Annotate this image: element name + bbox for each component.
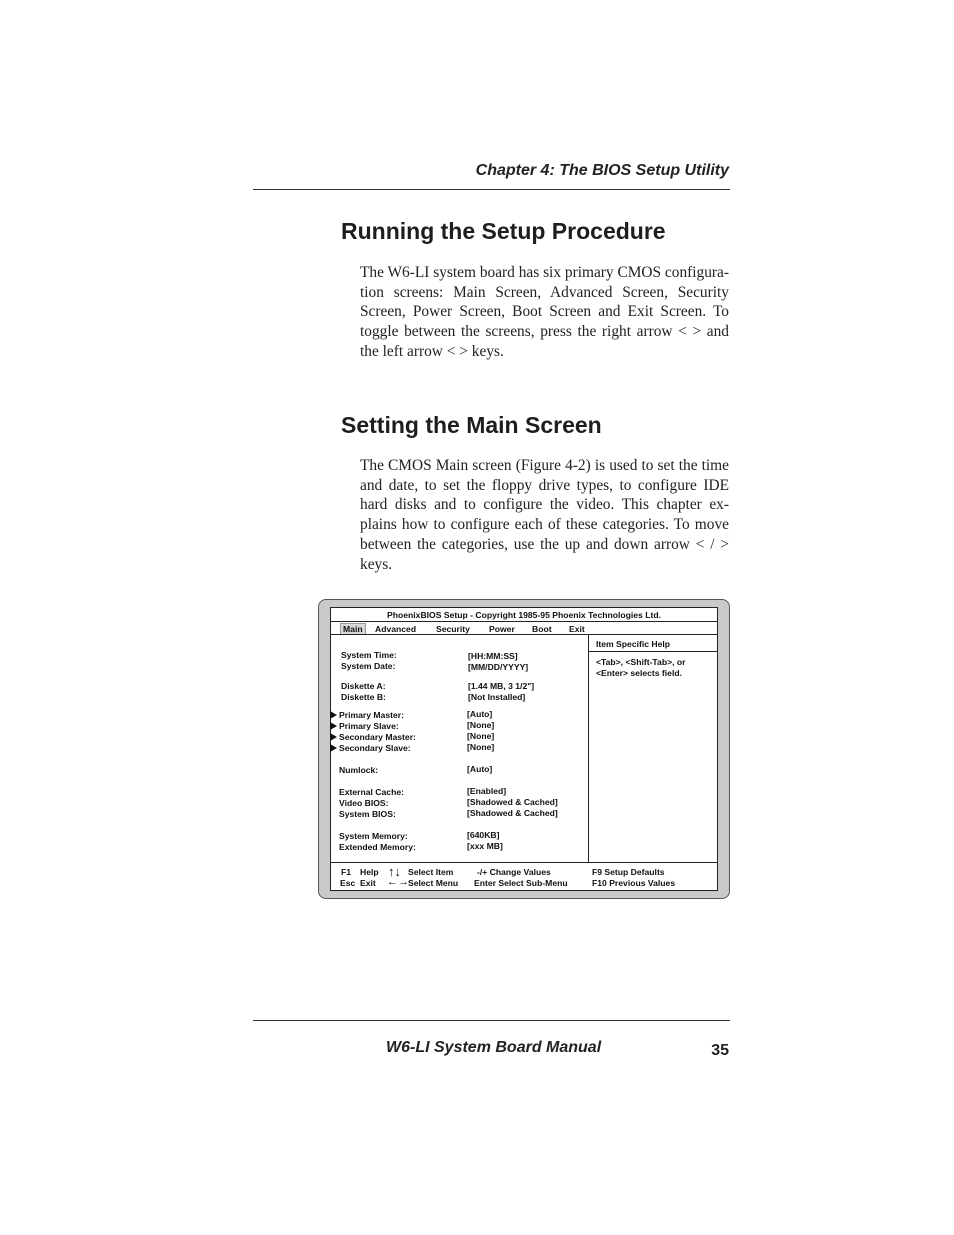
field-value[interactable]: [Shadowed & Cached] <box>467 797 558 807</box>
bios-title: PhoenixBIOS Setup - Copyright 1985-95 Phoenix Technologies Ltd. <box>387 610 661 620</box>
field-value: [640KB] <box>467 830 500 840</box>
key-f1: F1 <box>341 867 352 877</box>
field-label[interactable]: Primary Slave: <box>339 721 399 731</box>
bios-menu-advanced[interactable]: Advanced <box>375 624 417 634</box>
submenu-arrow-icon <box>330 711 337 719</box>
field-label: Video BIOS: <box>339 798 389 808</box>
key-select-item: Select Item <box>408 867 454 877</box>
bios-menu-exit[interactable]: Exit <box>569 624 585 634</box>
bios-menu-main[interactable]: Main <box>343 624 363 634</box>
submenu-arrow-icon <box>330 744 337 752</box>
left-right-arrow-icon: ←→ <box>387 876 409 888</box>
chapter-header: Chapter 4: The BIOS Setup Utility <box>475 162 729 179</box>
section-body-main-screen: The CMOS Main screen (Figure 4-2) is used to set the time and date, to set the floppy drive types, to configure IDE hard disks and to configure the video. This chapter ex-plains how to configure each of these categories. To move between the categories, use the up and down arrow < / > keys. <box>360 457 729 573</box>
section-heading-running-setup: Running the Setup Procedure <box>341 218 666 244</box>
field-label: Diskette A: <box>341 681 386 691</box>
field-value[interactable]: [Not Installed] <box>468 692 526 702</box>
field-value[interactable]: [Enabled] <box>467 786 507 796</box>
header-rule <box>253 189 730 190</box>
field-label: External Cache: <box>339 787 404 797</box>
field-value: [xxx MB] <box>467 841 503 851</box>
field-label: System Memory: <box>339 831 408 841</box>
bios-menu-boot[interactable]: Boot <box>532 624 552 634</box>
key-change-values: -/+ Change Values <box>477 867 551 877</box>
key-f10: F10 Previous Values <box>592 878 676 888</box>
field-label: Extended Memory: <box>339 842 416 852</box>
field-label: System Date: <box>341 661 396 671</box>
submenu-arrow-icon <box>330 722 337 730</box>
bios-menu-power[interactable]: Power <box>489 624 515 634</box>
key-f9: F9 Setup Defaults <box>592 867 665 877</box>
field-value[interactable]: [MM/DD/YYYY] <box>468 662 529 672</box>
key-exit: Exit <box>360 878 376 888</box>
field-value[interactable]: [None] <box>467 720 495 730</box>
key-help: Help <box>360 867 379 877</box>
key-enter-sub-menu: Enter Select Sub-Menu <box>474 878 568 888</box>
bios-screen <box>330 607 718 891</box>
page-number: 35 <box>711 1042 729 1059</box>
help-text: <Tab>, <Shift-Tab>, or <Enter> selects field. <box>596 657 686 678</box>
field-label[interactable]: Primary Master: <box>339 710 404 720</box>
field-value[interactable]: [None] <box>467 742 495 752</box>
field-label: System BIOS: <box>339 809 396 819</box>
field-value[interactable]: [Auto] <box>467 709 493 719</box>
bios-menu-security[interactable]: Security <box>436 624 470 634</box>
up-down-arrow-icon: ↑↓ <box>388 864 401 879</box>
field-value[interactable]: [Shadowed & Cached] <box>467 808 558 818</box>
field-label[interactable]: Secondary Slave: <box>339 743 411 753</box>
help-title: Item Specific Help <box>596 639 671 649</box>
section-body-running-setup: The W6-LI system board has six primary CMOS configura-tion screens: Main Screen, Advanced Screen, Security Screen, Power Screen, Boot Screen and Exit Screen. To toggle between the screens, press the right arrow < > and the left arrow < > keys. <box>360 264 730 360</box>
field-value[interactable]: [1.44 MB, 3 1/2"] <box>468 681 535 691</box>
field-label: Diskette B: <box>341 692 386 702</box>
section-heading-main-screen: Setting the Main Screen <box>341 412 602 438</box>
field-value[interactable]: [HH:MM:SS] <box>468 651 518 661</box>
field-label: System Time: <box>341 650 397 660</box>
key-select-menu: Select Menu <box>408 878 459 888</box>
manual-title: W6-LI System Board Manual <box>386 1039 602 1056</box>
field-label: Numlock: <box>339 765 379 775</box>
field-label[interactable]: Secondary Master: <box>339 732 416 742</box>
field-value[interactable]: [None] <box>467 731 495 741</box>
key-esc: Esc <box>340 878 356 888</box>
field-value[interactable]: [Auto] <box>467 764 493 774</box>
footer-rule <box>253 1020 730 1021</box>
submenu-arrow-icon <box>330 733 337 741</box>
